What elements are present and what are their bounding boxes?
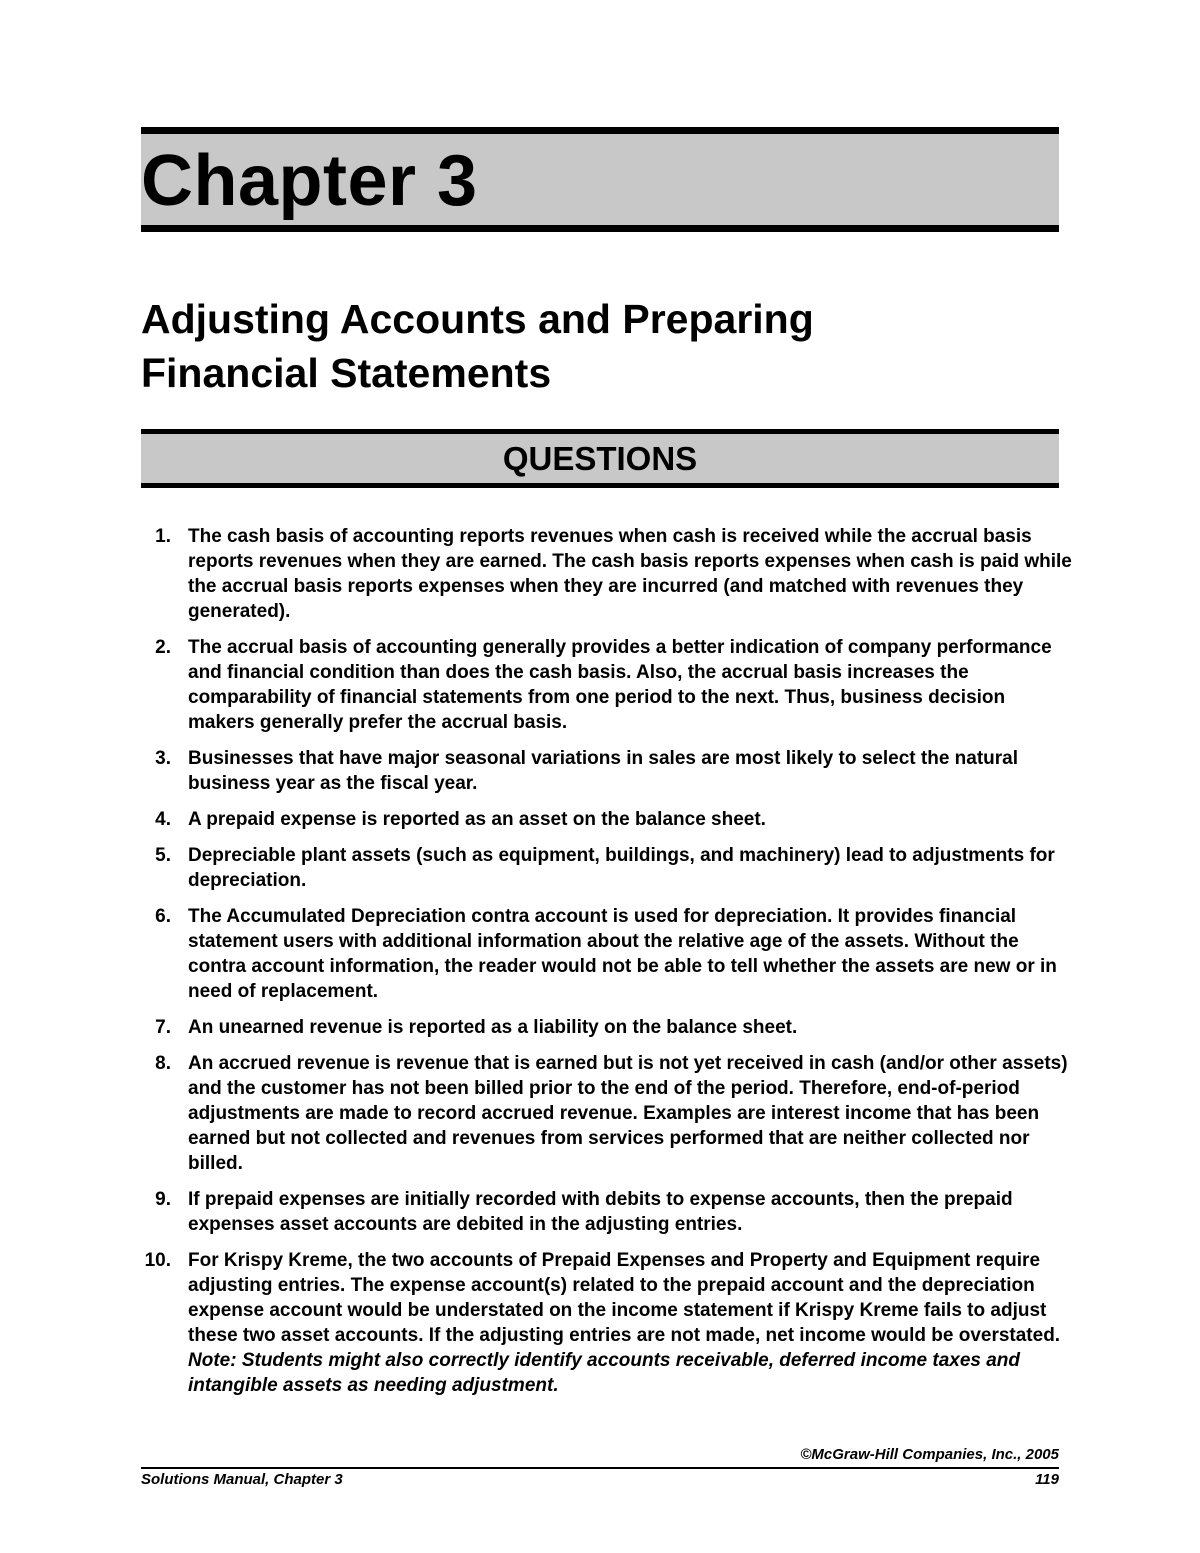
copyright-notice: ©McGraw-Hill Companies, Inc., 2005 — [800, 1446, 1059, 1463]
question-number: 8. — [155, 1053, 171, 1074]
question-number: 10. — [144, 1250, 171, 1271]
footer-divider — [141, 1467, 1059, 1469]
question-number: 9. — [155, 1189, 171, 1210]
chapter-subtitle — [141, 292, 1041, 400]
question-text: An accrued revenue is revenue that is earned but is not yet received in cash (and/or other assets) and the customer has not been billed prior to the end of the period. Therefore, end-of-period adjustments are made to record accrued revenue. Examples are interest income that has been earned but not collected and revenues from services performed that are neither collected nor billed. — [188, 1053, 1068, 1174]
question-number: 1. — [155, 526, 171, 547]
chapter-subtitle-line-1: Adjusting Accounts and Preparing — [141, 296, 814, 342]
chapter-title-band — [141, 127, 1059, 232]
question-number: 2. — [155, 637, 171, 658]
question-number: 4. — [155, 809, 171, 830]
question-item-2 — [141, 635, 1076, 735]
question-item-9 — [141, 1187, 1076, 1237]
question-text: The accrual basis of accounting generally provides a better indication of company performance and financial condition than does the cash basis. Also, the accrual basis increases the comparability of financial statements from one period to the next. Thus, business decision makers generally prefer the accrual basis. — [188, 637, 1052, 733]
question-item-5 — [141, 843, 1076, 893]
question-note: Note: Students might also correctly identify accounts receivable, deferred income taxes and intangible assets as needing adjustment. — [188, 1350, 1021, 1396]
question-item-10 — [141, 1248, 1076, 1398]
question-item-6 — [141, 904, 1076, 1004]
chapter-title: Chapter 3 — [141, 141, 478, 221]
question-list — [141, 524, 1076, 1409]
question-item-7 — [141, 1015, 1076, 1040]
question-text: The Accumulated Depreciation contra account is used for depreciation. It provides financial statement users with additional information about the relative age of the assets. Without the contra account information, the reader would not be able to tell whether the assets are new or in need of replacement. — [188, 906, 1057, 1002]
question-number: 5. — [155, 845, 171, 866]
question-number: 6. — [155, 906, 171, 927]
question-text: If prepaid expenses are initially recorded with debits to expense accounts, then the prepaid expenses asset accounts are debited in the adjusting entries. — [188, 1189, 1013, 1235]
chapter-subtitle-line-2: Financial Statements — [141, 350, 552, 396]
question-number: 3. — [155, 748, 171, 769]
question-item-3 — [141, 746, 1076, 796]
question-item-4 — [141, 807, 1076, 832]
question-text: The cash basis of accounting reports revenues when cash is received while the accrual basis reports revenues when they are earned. The cash basis reports expenses when cash is paid while the accrual basis reports expenses when they are incurred (and matched with revenues they generated). — [188, 526, 1072, 622]
question-item-1 — [141, 524, 1076, 624]
question-item-8 — [141, 1051, 1076, 1176]
page-number: 119 — [1035, 1471, 1059, 1488]
questions-heading: QUESTIONS — [502, 440, 698, 477]
question-number: 7. — [155, 1017, 171, 1038]
footer-source: Solutions Manual, Chapter 3 — [141, 1471, 343, 1488]
question-text: For Krispy Kreme, the two accounts of Prepaid Expenses and Property and Equipment require adjusting entries. The expense account(s) related to the prepaid account and the depreciation expense account would be understated on the income statement if Krispy Kreme fails to adjust these two asset accounts. If the adjusting entries are not made, net income would be overstated. — [188, 1250, 1061, 1346]
question-text: Businesses that have major seasonal variations in sales are most likely to select the natural business year as the fiscal year. — [188, 748, 1019, 794]
question-text: An unearned revenue is reported as a liability on the balance sheet. — [188, 1017, 798, 1038]
questions-heading-band — [141, 429, 1059, 488]
question-text: Depreciable plant assets (such as equipment, buildings, and machinery) lead to adjustments for depreciation. — [188, 845, 1055, 891]
question-text: A prepaid expense is reported as an asset on the balance sheet. — [188, 809, 766, 830]
